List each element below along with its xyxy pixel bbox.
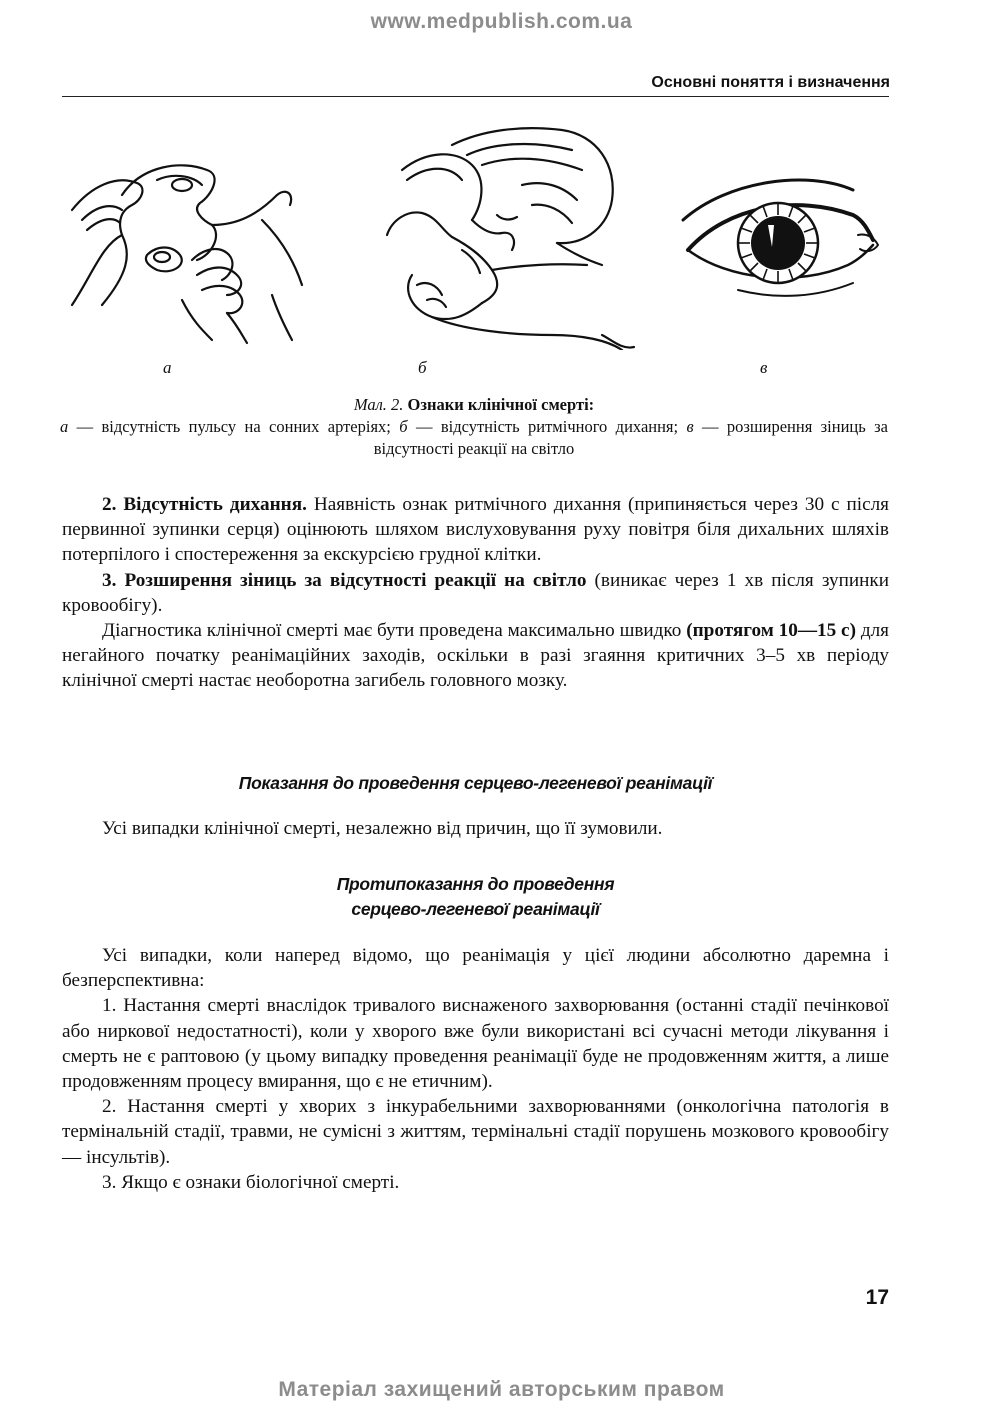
- caption-letter-a: а: [60, 417, 69, 436]
- indications-text: Усі випадки клінічної смерті, незалежно від причин, що її зумовили.: [102, 818, 663, 839]
- paragraph-no-breathing-text: Наявність ознак ритмічного дихання (припиняється через 30 с після первинної зупинки серця) оцінюють шляхом вислуховування руху повітря біля дихальних шляхів потерпілого і спостереження за екскурсією грудної клітки.: [62, 494, 890, 566]
- caption-prefix: Мал. 2.: [353, 395, 404, 414]
- clinical-death-signs-text: [62, 492, 889, 694]
- paragraph-no-breathing: [62, 492, 889, 568]
- running-head: Основні поняття і визначення: [651, 74, 890, 91]
- contraindication-item-3: 3. Якщо є ознаки біологічної смерті.: [102, 1171, 400, 1193]
- caption-body: [60, 416, 888, 460]
- section-heading-contraindications-line1: Протипоказання до проведення: [336, 874, 615, 894]
- paragraph-pupil-dilation-heading: 3. Розширення зіниць за відсутності реакції на світло: [102, 569, 587, 591]
- section-heading-contraindications-line2: серцево-легеневої реанімації: [351, 899, 600, 919]
- contraindication-item-2: 2. Настання смерті у хворих з інкурабельними захворюваннями (онкологічна патологія в термінальній стадії, травми, не сумісні з життям, термінальні стадії порушень мозкового кровообігу — інсультів).: [62, 1096, 889, 1168]
- section-heading-indications: Показання до проведення серцево-легеневої реанімації: [238, 773, 713, 793]
- caption-letter-b: б: [399, 417, 408, 436]
- contraindication-item-1: 1. Настання смерті внаслідок тривалого виснаженого захворювання (останні стадії печінкової або ниркової недостатності), коли у хворого вже були використані всі сучасні методи лікування і смерть не є раптовою (у цьому випадку проведення реанімації буде не продовженням життя, а лише продовженням процесу вмирання, що є не етичним).: [62, 995, 889, 1093]
- paragraph-diagnostics: [62, 618, 889, 694]
- paragraph-diagnostics-text-a: Діагностика клінічної смерті має бути проведена максимально швидко: [102, 620, 687, 642]
- figure-label-b: б: [418, 358, 427, 377]
- caption-title: Ознаки клінічної смерті:: [407, 395, 595, 414]
- page-number: 17: [865, 1286, 889, 1309]
- contraindications-intro: Усі випадки, коли наперед відомо, що реанімація у цієї людини абсолютно даремна і безперспективна:: [62, 945, 889, 992]
- paragraph-no-breathing-heading: 2. Відсутність дихання.: [102, 494, 307, 515]
- caption-letter-c: в: [686, 417, 694, 436]
- breath-check-illustration: [372, 125, 652, 350]
- pulse-check-illustration: [62, 125, 312, 345]
- paragraph-pupil-dilation-text: (виникає через 1 хв після зупинки кровообігу).: [62, 569, 889, 616]
- figure-label-c: в: [760, 358, 768, 377]
- caption-title-line: [60, 394, 888, 416]
- figure-caption: [60, 394, 888, 460]
- paragraph-diagnostics-time: (протягом 10—15 с): [686, 620, 856, 642]
- section-heading-contraindications: [62, 872, 889, 922]
- caption-text-b: — відсутність ритмічного дихання;: [407, 417, 687, 436]
- paragraph-diagnostics-text-b: для негайного початку реанімаційних заходів, оскільки в разі згаяння критичних 3–5 хв періоду клінічної смерті настає необоротна загибель головного мозку.: [62, 620, 889, 692]
- contraindications-text-block: [62, 943, 889, 1195]
- caption-text-c: — розширення зіниць за відсутності реакції на світло: [373, 417, 888, 458]
- copyright-notice: Матеріал захищений авторським правом: [278, 1378, 725, 1401]
- dilated-pupil-eye-illustration: [678, 175, 893, 305]
- indications-text-block: [62, 816, 889, 841]
- header-rule: [62, 96, 889, 97]
- caption-text-a: — відсутність пульсу на сонних артеріях;: [68, 417, 400, 436]
- site-url: www.medpublish.com.ua: [370, 10, 633, 33]
- figure-label-a: а: [163, 358, 172, 377]
- paragraph-pupil-dilation: [62, 568, 889, 618]
